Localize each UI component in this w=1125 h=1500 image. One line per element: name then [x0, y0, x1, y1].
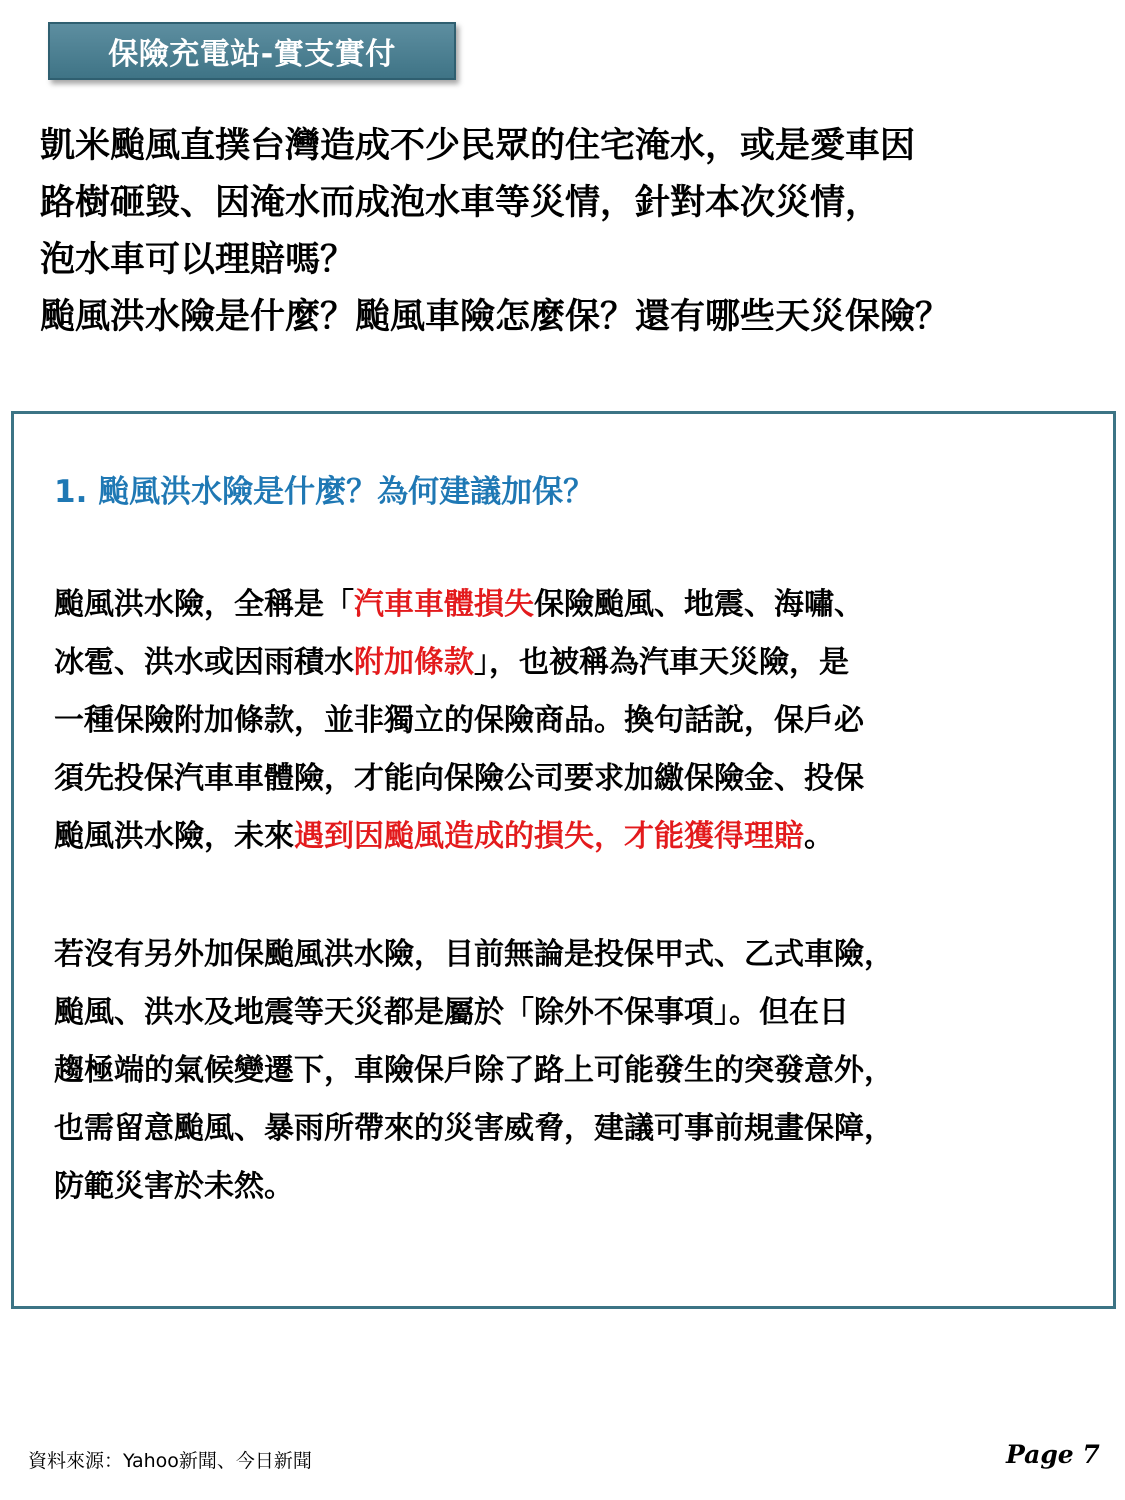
section-heading: 1. 颱風洪水險是什麼？為何建議加保？: [54, 474, 595, 510]
intro-text: [40, 118, 1120, 346]
page-title: 保險充電站-實支實付: [108, 37, 396, 72]
highlight-text: ，: [594, 819, 624, 854]
text-run: 颱風洪水險，全稱是「: [54, 587, 354, 622]
text-run: 颱風洪水險，未來: [54, 819, 294, 854]
paragraph-line: 趨極端的氣候變遷下，車險保戶除了路上可能發生的突發意外，: [54, 1053, 894, 1088]
page-title-banner: [48, 22, 456, 80]
paragraph-line: [54, 808, 1104, 866]
text-run: 保險颱風、地震、海嘯、: [534, 587, 864, 622]
paragraph-line: 須先投保汽車車體險，才能向保險公司要求加繳保險金、投保: [54, 761, 864, 796]
highlight-text: 遇到因颱風造成的損失: [294, 819, 594, 854]
text-run: 冰雹、洪水或因雨積水: [54, 645, 354, 680]
paragraph-definition: [54, 576, 1104, 866]
paragraph-line: 也需留意颱風、暴雨所帶來的災害威脅，建議可事前規畫保障，: [54, 1111, 894, 1146]
paragraph-recommendation: [54, 926, 1104, 1216]
paragraph-line: 颱風、洪水及地震等天災都是屬於「除外不保事項」。但在日: [54, 995, 849, 1030]
paragraph-line: 防範災害於未然。: [54, 1169, 294, 1204]
intro-line: 颱風洪水險是什麼？颱風車險怎麼保？還有哪些天災保險？: [40, 297, 951, 337]
paragraph-line: 若沒有另外加保颱風洪水險，目前無論是投保甲式、乙式車險，: [54, 937, 894, 972]
intro-line: 路樹砸毀、因淹水而成泡水車等災情，針對本次災情，: [40, 183, 881, 223]
intro-line: 泡水車可以理賠嗎？: [40, 240, 356, 280]
content-box: [11, 411, 1116, 1309]
text-run: 」，也被稱為汽車天災險，是: [474, 645, 849, 680]
text-run: 。: [804, 819, 834, 854]
paragraph-line: [54, 576, 1104, 634]
paragraph-line: [54, 634, 1104, 692]
highlight-text: 才能獲得理賠: [624, 819, 804, 854]
highlight-text: 附加條款: [354, 645, 474, 680]
highlight-text: 汽車車體損失: [354, 587, 534, 622]
intro-line: 凱米颱風直撲台灣造成不少民眾的住宅淹水，或是愛車因: [40, 126, 916, 166]
source-citation: 資料來源：Yahoo新聞、今日新聞: [28, 1450, 312, 1472]
paragraph-line: 一種保險附加條款，並非獨立的保險商品。換句話說，保戶必: [54, 703, 864, 738]
page-number: Page 7: [1006, 1440, 1100, 1469]
